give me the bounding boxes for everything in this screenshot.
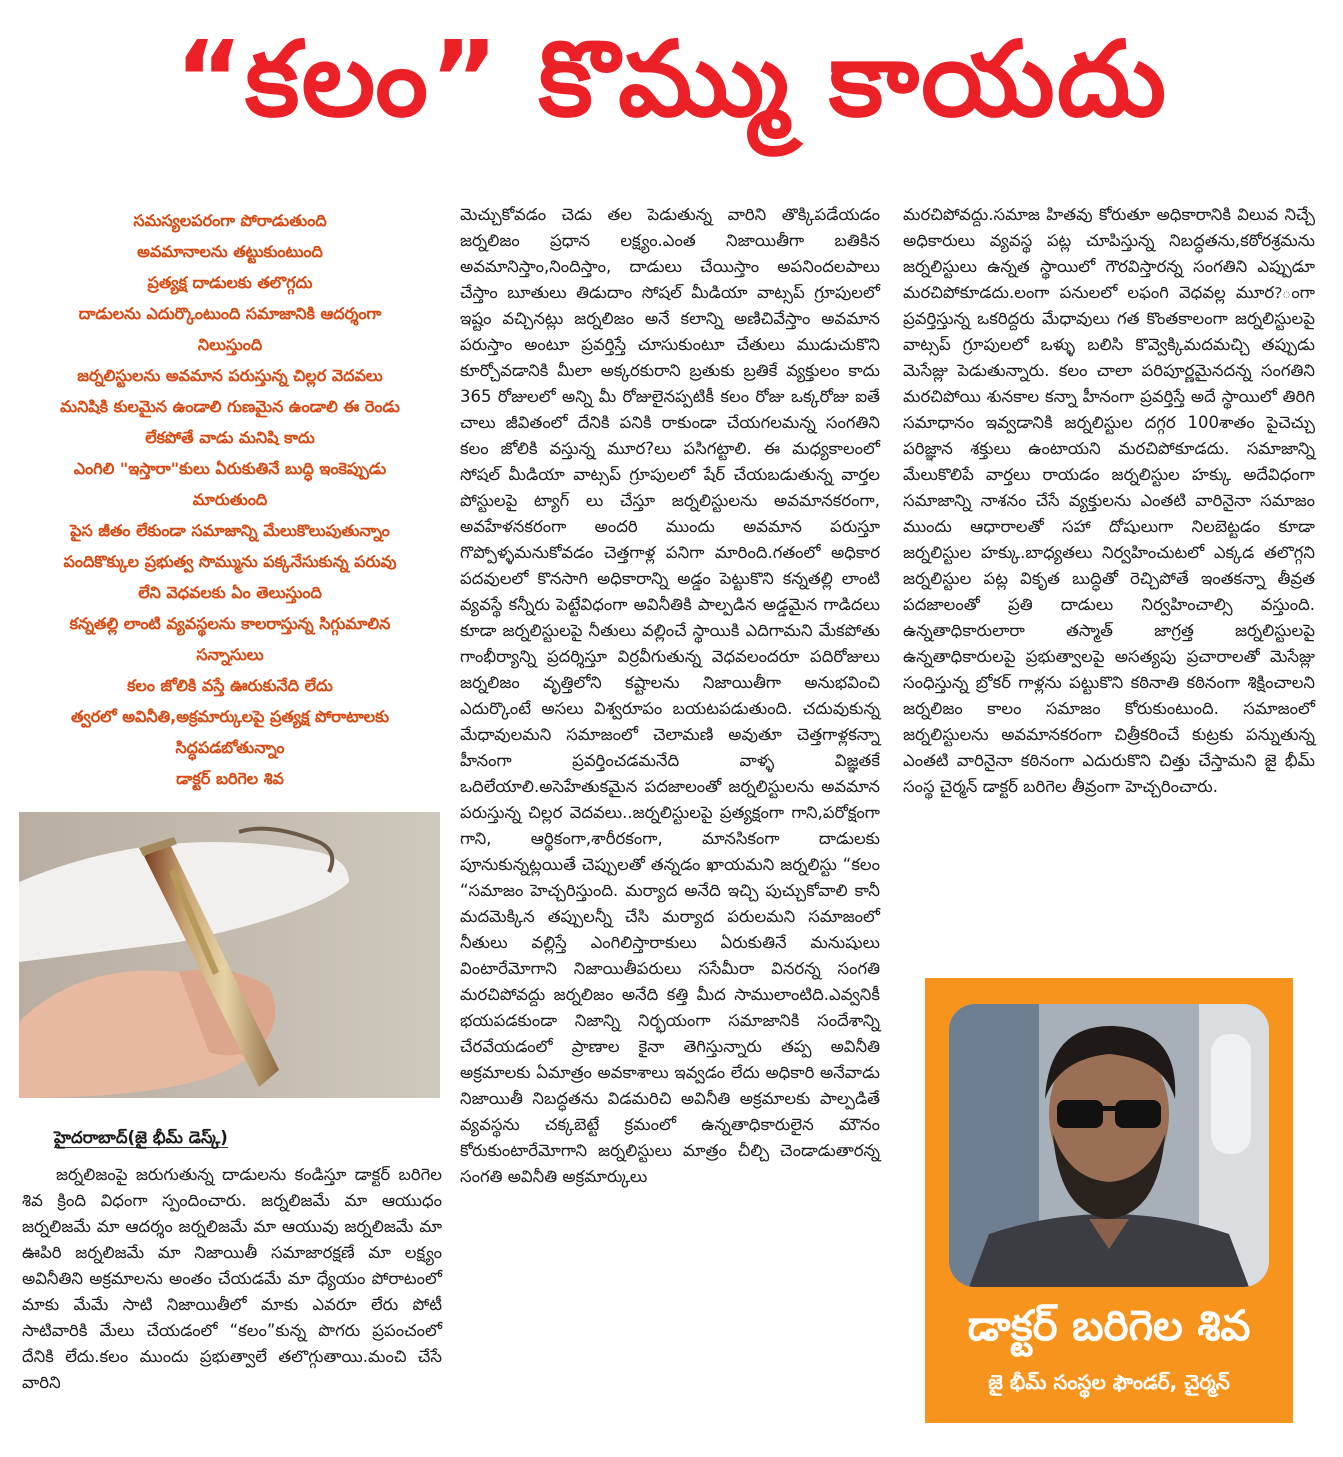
portrait-illustration [949, 1004, 1269, 1287]
pull-quote-line: సిద్ధపడబోతున్నాం [175, 738, 285, 757]
dateline [54, 1128, 228, 1151]
pen-photo-illustration [19, 812, 440, 1098]
pull-quote-line: సన్నాసులు [196, 645, 264, 664]
pull-quote [20, 205, 440, 794]
column-2-text: మెచ్చుకోవడం చెడు తల పెడుతున్న వారిని తొక్కిపడేయడం జర్నలిజం ప్రధాన లక్ష్యం.ఎంత నిజాయితీగా బతికిన అవమానిస్తాం,నిందిస్తాం, దాడులు చేయిస్తాం అపనిందలపాలు చేస్తాం బూతులు తిడుదాం సోషల్ మీడియా వాట్సప్ గ్రూపులలో ఇష్టం వచ్చినట్లు జర్నలిజం అనే కలాన్ని అణిచివేస్తాం అవమాన పరుస్తాం అంటూ ప్రవర్తిస్తే చూసుకుంటూ చేతులు ముడుచుకొని కూర్చోవడానికి మీలా అక్కరకురాని బ్రతుకు బ్రతికే వ్యక్తులం కాదు 365 రోజులలో అన్ని మీ రోజులైనప్పటికీ కలం రోజు ఒక్కరోజు ఐతే చాలు జీవితంలో దేనికి పనికి రాకుండా చేయగలమన్న సంగతిని కలం జోలికి వస్తున్న మూర?లు పసిగట్టాలి. ఈ మధ్యకాలంలో సోషల్ మీడియా వాట్సప్ గ్రూపులలో షేర్ చేయబడుతున్న వార్తల పోస్టులపై ట్యాగ్ లు చేస్తూ జర్నలిస్టులను అవమానకరంగా, అవహేళనకరంగా అందరి ముందు అవమాన పరుస్తూ గొప్పోళ్ళమనుకోవడం చెత్తగాళ్ల పనిగా మారింది.గతంలో అధికార పదవులలో కొనసాగి అధికారాన్ని అడ్డం పెట్టుకొని కన్నతల్లి లాంటి వ్యవస్థే కన్నీరు పెట్టేవిధంగా అవినీతికి పాల్పడిన అడ్డమైన గాడిదలు కూడా జర్నలిస్టులపై నీతులు వల్లించే స్థాయికి ఎదిగామని మేకపోతు గాంభీర్యాన్ని ప్రదర్శిస్తూ విర్రవీగుతున్న వెధవలందరూ పదిరోజులు జర్నలిజం వృత్తిలోని కష్టాలను నిజాయితీగా అనుభవించి ఎదుర్కొంటే అసలు విశ్వరూపం బయటపడుతుంది. చదువుకున్న మేధావులమని సమాజంలో చెలామణి అవుతూ చెత్తగాళ్లకన్నా హీనంగా ప్రవర్తించడమనేది వాళ్ళ విజ్ఞతకే ఒదిలేయాలి.అసెహేతుకమైన పదజాలంతో జర్నలిస్టులను అవమాన పరుస్తున్న చిల్లర వెదవలు..జర్నలిస్టులపై ప్రత్యక్షంగా గాని,పరోక్షంగా గాని, ఆర్థికంగా,శారీరకంగా, మానసికంగా దాడులకు పూనుకున్నట్లయితే చెప్పులతో తన్నడం ఖాయమని జర్నలిస్టు “కలం “సమాజం హెచ్చరిస్తుంది. మర్యాద అనేది ఇచ్చి పుచ్చుకోవాలి కానీ మదమెక్కిన తప్పులన్నీ చేసి మర్యాద పరులమని సమాజంలో నీతులు వల్లిస్తే ఎంగిలిస్తారాకులు ఏరుకుతినే మనుషులు వింటారేమోగాని నిజాయితీపరులు ససేమీరా వినరన్న సంగతి మరచిపోవద్దు జర్నలిజం అనేది కత్తి మీద సాములాంటిది.ఎవ్వనికీ భయపడకుండా నిజాన్ని నిర్భయంగా సమాజానికి సందేశాన్ని చేరవేయడంలో ప్రాణాల కైనా తెగిస్తున్నారు తప్ప అవినీతి అక్రమాలకు ఏమాత్రం అవకాశాలు ఇవ్వడం లేదు అధికారి అనేవాడు నిజాయితీ నిబద్ధతను విడమరిచి అవినీతి అక్రమాలకు పాల్పడితే వ్యవస్థను చక్కబెట్టే క్రమంలో ఉన్నతాధికారులైన మౌనం కోరుకుంటారేమోగాని జర్నలిస్టులు మాత్రం చీల్చి చెండాడుతారన్న సంగతి అవినీతి అక్రమార్కులు [460, 205, 880, 1186]
column-3-text: మరచిపోవద్దు.సమాజ హితవు కోరుతూ అధికారానికి విలువ నిచ్చే అధికారులు వ్యవస్థ పట్ల చూపిస్తున్న నిబద్ధతను,కఠోరశ్రమను జర్నలిస్టులు ఉన్నత స్థాయిలో గౌరవిస్తారన్న సంగతిని ఎప్పుడూ మరచిపోకూడదు.లంగా పనులలో లఫంగి వెధవల్ల మూర?ంగా ప్రవర్తిస్తున్న ఒకరిద్దరు మేధావులు గత కొంతకాలంగా జర్నలిస్టులపై వాట్సప్ గ్రూపులలో ఒళ్ళు బలిసి కొవ్వెక్కిమదమచ్చి తప్పుడు మెసేజ్లు పెడుతున్నారు. కలం చాలా పరిపూర్ణమైనదన్న సంగతిని మరచిపోయి శునకాల కన్నా హీనంగా ప్రవర్తిస్తే అదే స్థాయిలో తిరిగి సమాధానం ఇవ్వడానికి జర్నలిస్టుల దగ్గర 100శాతం పైచెచ్చు పరిజ్ఞాన శక్తులు ఉంటాయని మరచిపోకూడదు. సమాజాన్ని మేలుకొలిపే వార్తలు రాయడం జర్నలిస్టుల హక్కు అదేవిధంగా సమాజాన్ని నాశనం చేసే వ్యక్తులను ఎంతటి వారినైనా సమాజం ముందు ఆధారాలతో సహా దోషులుగా నిలబెట్టడం కూడా జర్నలిస్టుల హక్కు.బాధ్యతలు నిర్వహించుటలో ఎక్కడ తలొగ్గని జర్నలిస్టుల పట్ల వికృత బుద్ధితో రెచ్చిపోతే ఇంతకన్నా తీవ్రత పదజాలంతో ప్రతి దాడులు నిర్వహించాల్సి వస్తుంది. ఉన్నతాధికారులారా తస్మాత్ జాగ్రత్త జర్నలిస్టులపై ఉన్నతాధికారులపై ప్రభుత్వాలపై అసత్యపు ప్రచారాలతో మెసేజ్లు సంధిస్తున్న బ్రోకర్ గాళ్లను పట్టుకొని కఠినాతి కఠినంగా శిక్షించాలని జర్నలిజం కాలం సమాజం కోరుకుంటుంది. సమాజంలో జర్నలిస్టులను అవమానకరంగా చిత్రీకరించే కుట్రకు పన్నుతున్న ఎంతటి వారినైనా కఠినంగా ఎదురుకొని చిత్తు చేస్తామని జై భీమ్ సంస్థ చైర్మన్ డాక్టర్ బరిగెల తీవ్రంగా హెచ్చరించారు. [903, 205, 1315, 796]
pull-quote-line: లేని వెధవలకు ఏం తెలుస్తుంది [138, 583, 322, 602]
pull-quote-line: జర్నలిస్టులను అవమాన పరుస్తున్న చిల్లర వెదవలు [77, 366, 383, 385]
article-column-2 [460, 202, 880, 1190]
pull-quote-line: పందికొక్కుల ప్రభుత్వ సొమ్మును పక్కనేసుకున్న పరువు [63, 552, 397, 571]
profile-name: డాక్టర్ బరిగెల శివ [967, 1301, 1251, 1350]
pull-quote-line: పైస జీతం లేకుండా సమాజాన్ని మేలుకొలుపుతున్నాం [70, 521, 390, 540]
dateline-text: హైదరాబాద్(జై భీమ్ డెస్క్) [54, 1128, 228, 1147]
pull-quote-line: మనిషికి కులమైన ఉండాలి గుణమైన ఉండాలి ఈ రెండు [60, 397, 400, 416]
pull-quote-line: మారుతుంది [192, 490, 268, 509]
article-column-1 [22, 1162, 442, 1396]
pull-quote-line: లేకపోతే వాడు మనిషి కాదు [145, 428, 315, 447]
profile-box [925, 978, 1293, 1423]
pull-quote-line: ఎంగిలి "ఇస్తారా"కులు ఏరుకుతినే బుద్ధి ఇంకెప్పుడు [73, 459, 387, 478]
man-in-sunglasses-portrait-photo [949, 1004, 1269, 1287]
article-column-3 [903, 202, 1315, 800]
pull-quote-line: అవమానాలను తట్టుకుంటుంది [137, 242, 323, 261]
headline: “కలం” కొమ్ము కాయదు [174, 18, 1169, 140]
pull-quote-line: దాడులను ఎదుర్కొంటుంది సమాజానికి ఆదర్శంగా [78, 304, 382, 323]
pull-quote-line: త్వరలో అవినీతి,అక్రమార్కులపై ప్రత్యక్ష పోరాటాలకు [71, 707, 389, 726]
pull-quote-line: నిలుస్తుంది [197, 335, 263, 354]
pull-quote-line: సమస్యలపరంగా పోరాడుతుంది [133, 211, 327, 230]
profile-role: జై భీమ్ సంస్థల ఫౌండర్, చైర్మన్ [988, 1370, 1230, 1394]
pull-quote-line: కన్నతల్లి లాంటి వ్యవస్థలను కాలరాస్తున్న సిగ్గుమాలిన [69, 614, 391, 633]
pull-quote-line: డాక్టర్ బరిగెల శివ [176, 769, 284, 788]
pull-quote-line: ప్రత్యక్ష దాడులకు తలొగ్గదు [147, 273, 313, 292]
hand-holding-pen-photo [19, 812, 440, 1098]
column-1-text: జర్నలిజంపై జరుగుతున్న దాడులను కండిస్తూ డాక్టర్ బరిగెల శివ క్రింది విధంగా స్పందించారు. జర్నలిజమే మా ఆయుధం జర్నలిజమే మా ఆదర్శం జర్నలిజమే మా ఆయువు జర్నలిజమే మా ఊపిరి జర్నలిజమే మా నిజాయితీ సమాజారక్షణే మా లక్ష్యం అవినీతిని అక్రమాలను అంతం చేయడమే మా ధ్యేయం పోరాటంలో మాకు మేమే సాటి నిజాయితీలో మాకు ఎవరూ లేరు పోటీ సాటివారికి మేలు చేయడంలో “కలం”కున్న పొగరు ప్రపంచంలో దేనికి లేదు.కలం ముందు ప్రభుత్వాలే తలొగ్గుతాయి.మంచి చేసే వారిని [22, 1165, 442, 1392]
pull-quote-line: కలం జోలికి వస్తే ఊరుకునేది లేదు [127, 676, 333, 695]
